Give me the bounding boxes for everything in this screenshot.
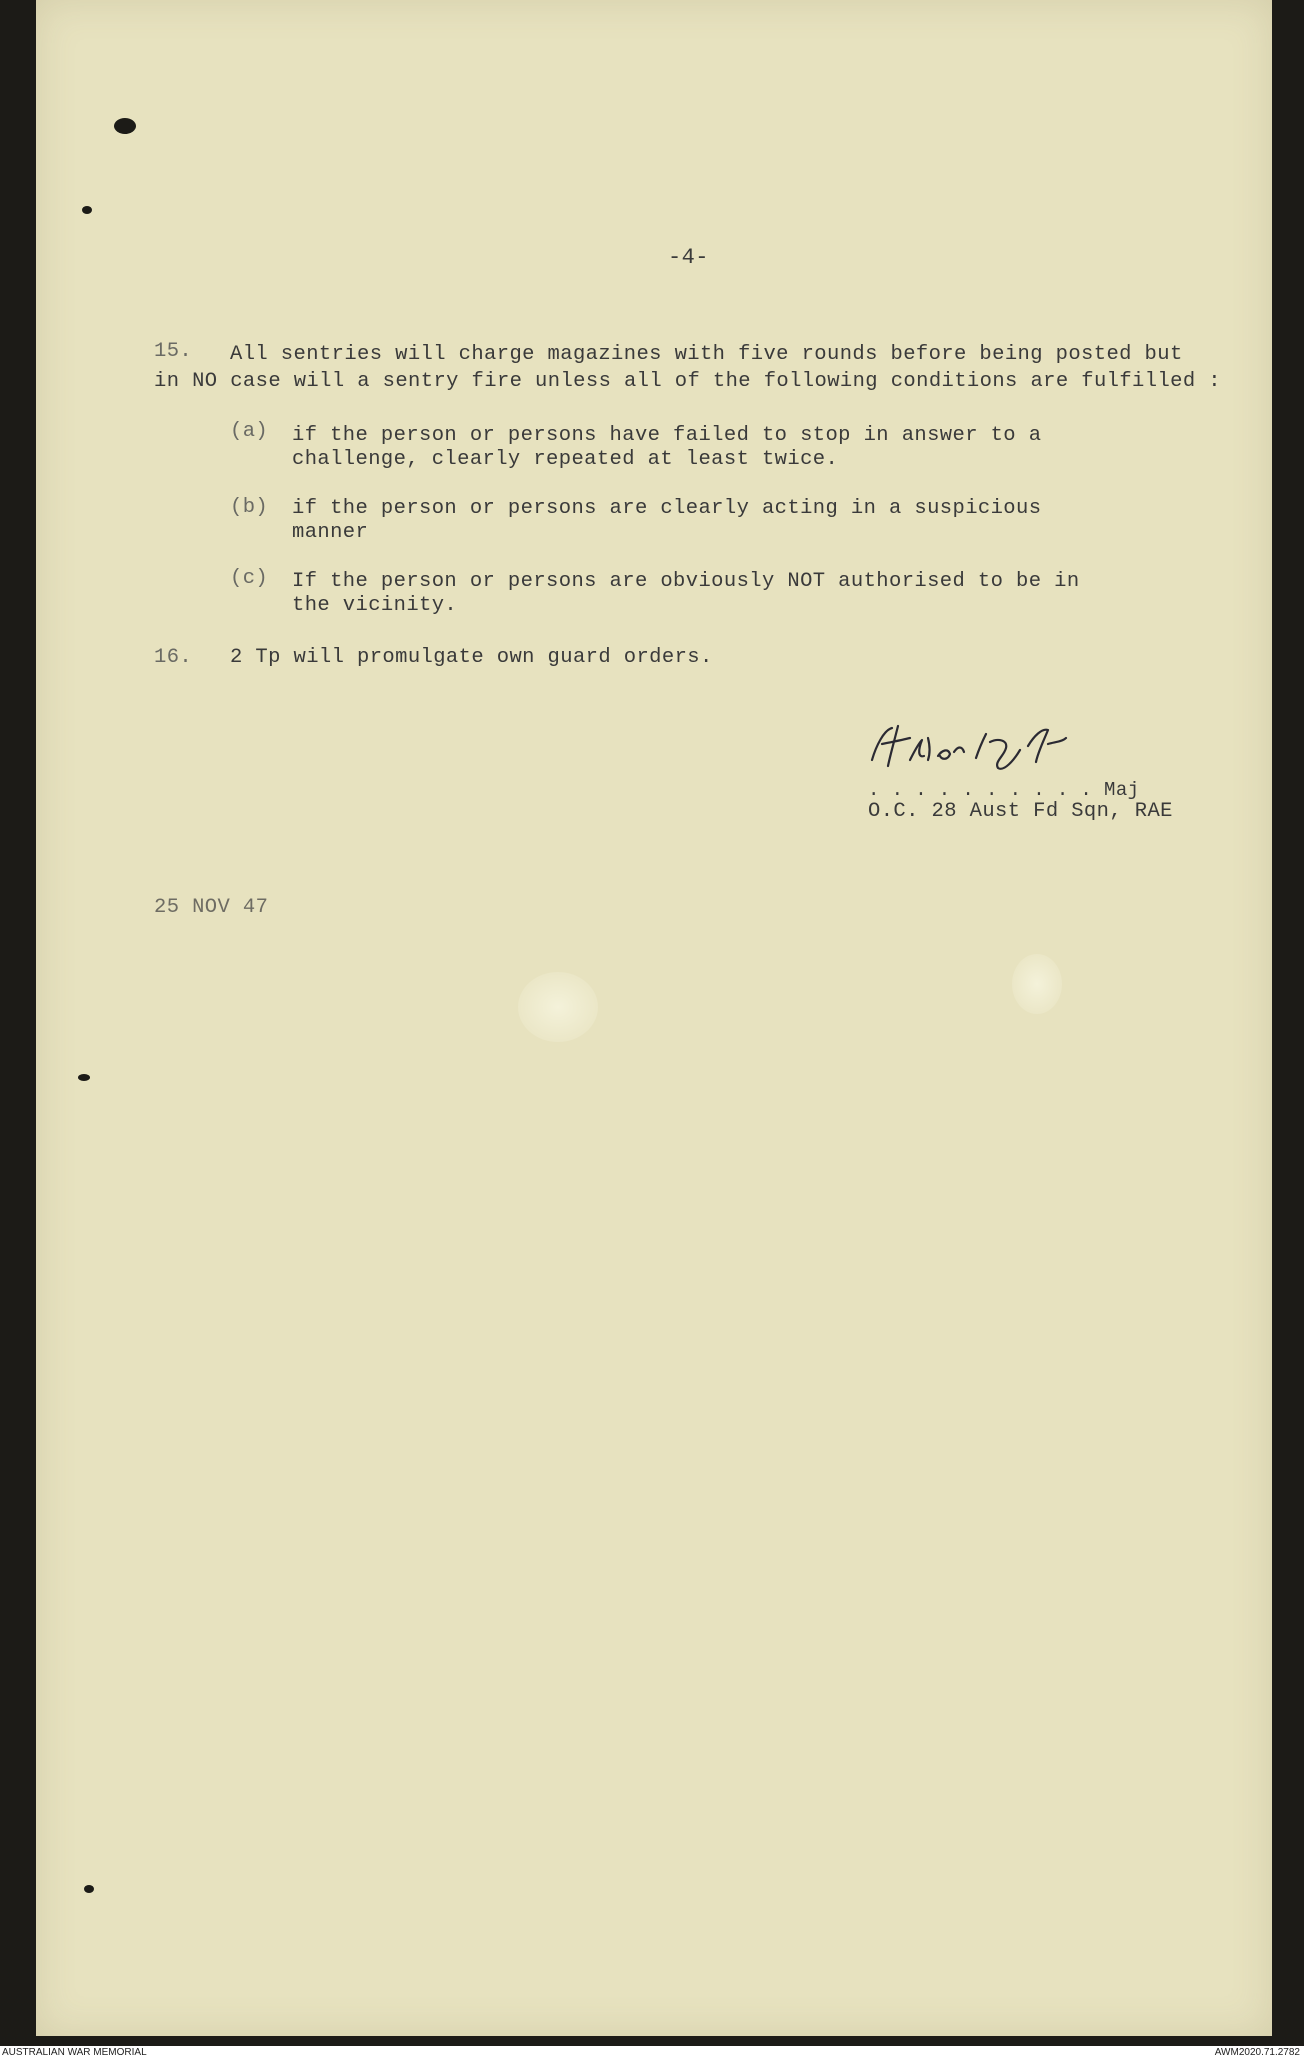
document-page (36, 0, 1272, 2036)
punch-hole (82, 206, 92, 214)
item-line: manner (292, 521, 369, 544)
footer-institution: AUSTRALIAN WAR MEMORIAL (2, 2047, 147, 2058)
paragraph-number: 15. (154, 340, 193, 363)
paragraph-line: All sentries will charge magazines with five rounds before being posted but (230, 343, 1183, 366)
handwritten-signature (858, 716, 1178, 786)
item-label: (c) (230, 567, 269, 590)
archive-footer (0, 2046, 1304, 2061)
document-date: 25 NOV 47 (154, 896, 269, 919)
item-label: (a) (230, 420, 269, 443)
signature-title-line: O.C. 28 Aust Fd Sqn, RAE (868, 800, 1173, 823)
signature-rank-line: . . . . . . . . . . Maj (868, 779, 1140, 801)
paragraph-line: in NO case will a sentry fire unless all of the following conditions are fulfilled : (154, 370, 1221, 393)
paper-crease (1012, 954, 1062, 1014)
punch-hole (78, 1074, 90, 1081)
punch-hole (84, 1885, 94, 1893)
paper-crease (518, 972, 598, 1042)
page-number: -4- (668, 245, 709, 270)
item-label: (b) (230, 496, 269, 519)
item-line: challenge, clearly repeated at least twice. (292, 448, 839, 471)
item-line: If the person or persons are obviously NOT authorised to be in (292, 570, 1080, 593)
footer-accession-number: AWM2020.71.2782 (1214, 2047, 1300, 2058)
paragraph-line: 2 Tp will promulgate own guard orders. (230, 646, 713, 669)
item-line: if the person or persons are clearly acting in a suspicious (292, 497, 1042, 520)
paragraph-number: 16. (154, 646, 193, 669)
item-line: if the person or persons have failed to stop in answer to a (292, 424, 1042, 447)
item-line: the vicinity. (292, 594, 458, 617)
punch-hole (114, 118, 136, 134)
